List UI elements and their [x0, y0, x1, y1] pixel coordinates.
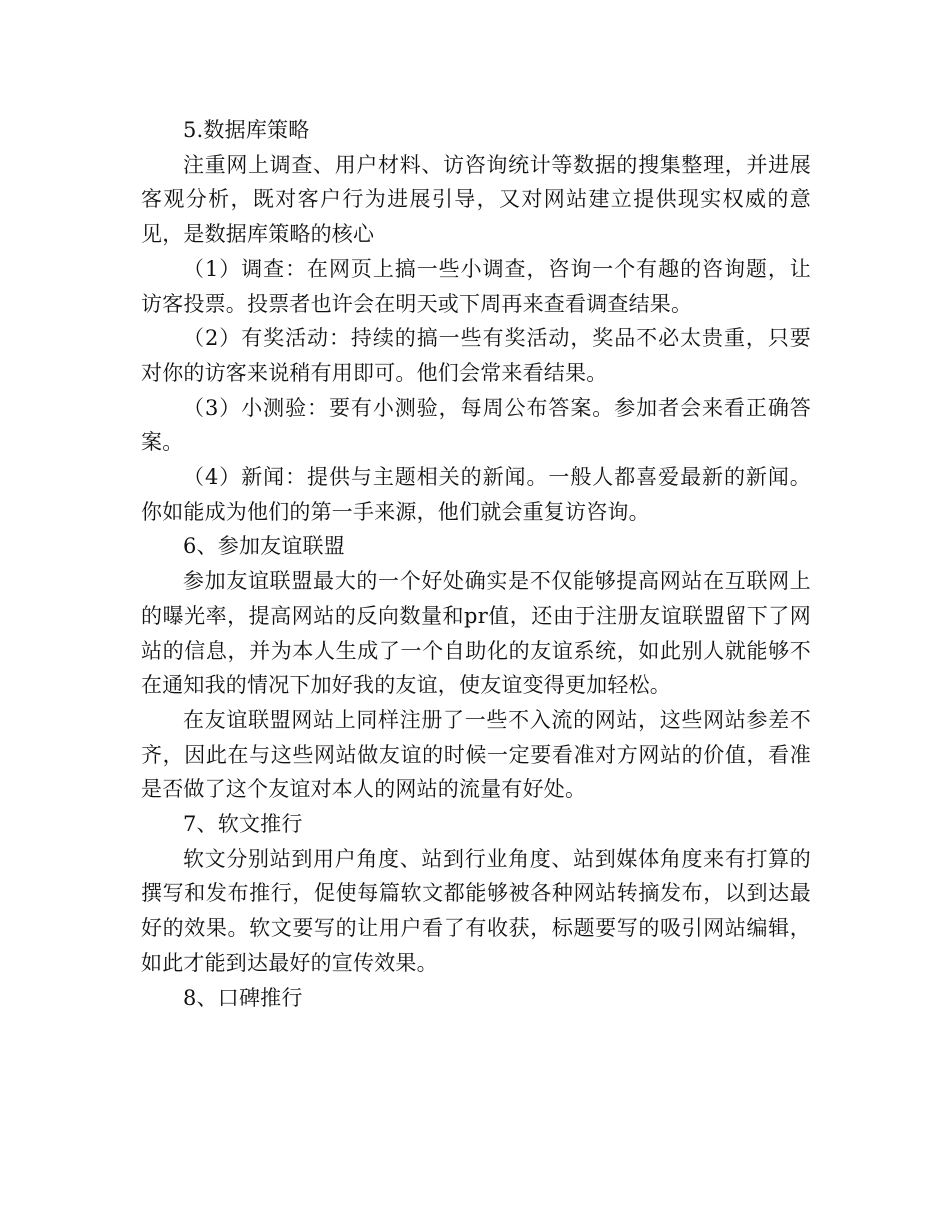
- paragraph: 参加友谊联盟最大的一个好处确实是不仅能够提高网站在互联网上的曝光率，提高网站的反向数量和pr值，还由于注册友谊联盟留下了网站的信息，并为本人生成了一个自助化的友谊系统，如此别人就能够不在通知我的情况下加好我的友谊，使友谊变得更加轻松。: [141, 569, 811, 698]
- section-heading: 8、口碑推行: [183, 985, 303, 1010]
- document-body: [141, 113, 811, 1015]
- list-item: （4）新闻：提供与主题相关的新闻。一般人都喜爱最新的新闻。你如能成为他们的第一手来源，他们就会重复访咨询。: [141, 465, 811, 524]
- paragraph: 软文分别站到用户角度、站到行业角度、站到媒体角度来有打算的撰写和发布推行，促使每篇软文都能够被各种网站转摘发布，以到达最好的效果。软文要写的让用户看了有收获，标题要写的吸引网站编辑，如此才能到达最好的宣传效果。: [141, 846, 811, 975]
- paragraph: 注重网上调查、用户材料、访咨询统计等数据的搜集整理，并进展客观分析，既对客户行为进展引导，又对网站建立提供现实权威的意见，是数据库策略的核心: [141, 152, 811, 247]
- list-item: （1）调查：在网页上搞一些小调查，咨询一个有趣的咨询题，让访客投票。投票者也许会在明天或下周再来查看调查结果。: [141, 256, 811, 316]
- list-item: （2）有奖活动：持续的搞一些有奖活动，奖品不必太贵重，只要对你的访客来说稍有用即可。他们会常来看结果。: [141, 326, 811, 385]
- section-heading: 6、参加友谊联盟: [183, 534, 345, 559]
- paragraph: 在友谊联盟网站上同样注册了一些不入流的网站，这些网站参差不齐，因此在与这些网站做友谊的时候一定要看准对方网站的价值，看准是否做了这个友谊对本人的网站的流量有好处。: [141, 707, 811, 802]
- section-heading: 7、软文推行: [183, 812, 303, 837]
- list-item: （3）小测验：要有小测验，每周公布答案。参加者会来看正确答案。: [141, 395, 811, 455]
- section-heading: 5.数据库策略: [183, 118, 310, 142]
